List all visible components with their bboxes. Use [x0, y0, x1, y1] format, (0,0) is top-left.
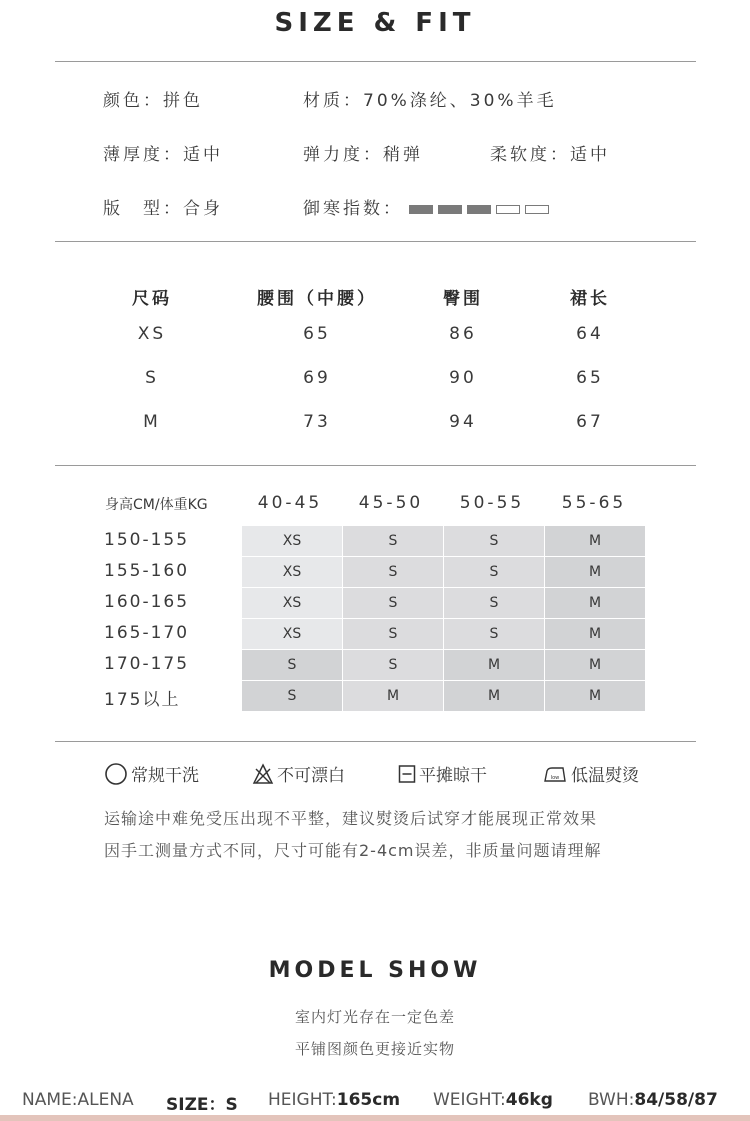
model-weight-value: 46kg [505, 1090, 553, 1110]
recommendation-cell: S [343, 526, 443, 556]
care-bleach-label: 不可漂白 [277, 766, 345, 786]
attr-color-value: 拼色 [163, 91, 203, 111]
size-table-size-cell: XS [137, 324, 167, 344]
recommendation-weight-header: 40-45 [257, 493, 323, 513]
size-table-cell: 86 [449, 324, 477, 344]
warmth-box [496, 205, 520, 214]
model-bwh-label: BWH: [588, 1090, 635, 1110]
recommendation-cell: S [444, 557, 544, 587]
recommendation-cell: XS [242, 526, 342, 556]
size-table-cell: 69 [303, 368, 331, 388]
recommendation-cell: S [343, 619, 443, 649]
size-table-header: 腰围（中腰） [257, 289, 377, 309]
attr-fit [103, 194, 223, 219]
care-wash [104, 761, 199, 786]
size-table-size-cell: M [143, 412, 161, 432]
size-table-cell: 64 [576, 324, 604, 344]
size-table-cell: 65 [576, 368, 604, 388]
iron-icon-text: low [550, 774, 560, 781]
warmth-box [409, 205, 433, 214]
low-iron-icon [542, 764, 568, 784]
attr-elasticity-label: 弹力度： [303, 145, 383, 165]
recommendation-grid [242, 526, 645, 711]
size-table-header: 裙长 [570, 289, 610, 309]
model-note-1: 室内灯光存在一定色差 [294, 1008, 455, 1026]
recommendation-weight-header: 50-55 [459, 493, 525, 513]
attr-warmth [303, 194, 549, 219]
model-name [22, 1090, 134, 1110]
note-line-1: 运输途中难免受压出现不平整，建议熨烫后试穿才能展现正常效果 [104, 809, 598, 828]
recommendation-cell: S [343, 588, 443, 618]
attr-softness-value: 适中 [570, 145, 610, 165]
dry-flat-icon [398, 764, 416, 784]
size-table-cell: 90 [449, 368, 477, 388]
attr-thickness-label: 薄厚度： [103, 145, 183, 165]
model-name-value: ALENA [77, 1090, 134, 1110]
model-height [268, 1090, 400, 1110]
recommendation-weight-header: 55-65 [561, 493, 627, 513]
attr-fit-label: 版 型： [103, 199, 183, 219]
care-dry [398, 761, 487, 786]
recommendation-cell: S [343, 557, 443, 587]
recommendation-cell: M [545, 681, 645, 711]
care-bleach [252, 761, 345, 786]
model-note-2: 平铺图颜色更接近实物 [294, 1040, 455, 1058]
size-table-cell: 73 [303, 412, 331, 432]
recommendation-cell: M [545, 526, 645, 556]
model-height-label: HEIGHT: [268, 1090, 337, 1110]
attr-softness-label: 柔软度： [490, 145, 570, 165]
model-bwh-value: 84/58/87 [634, 1090, 718, 1110]
attr-softness [490, 140, 610, 165]
recommendation-cell: S [242, 650, 342, 680]
recommendation-corner-label: 身高CM/体重KG [105, 497, 208, 513]
care-iron [542, 761, 639, 786]
recommendation-cell: XS [242, 619, 342, 649]
note-line-2: 因手工测量方式不同，尺寸可能有2-4cm误差，非质量问题请理解 [104, 841, 602, 860]
recommendation-height-label: 155-160 [104, 561, 190, 581]
attr-warmth-label: 御寒指数： [303, 199, 403, 219]
recommendation-cell: M [545, 650, 645, 680]
recommendation-height-label: 170-175 [104, 654, 190, 674]
care-wash-label: 常规干洗 [131, 766, 199, 786]
dry-clean-circle-icon [104, 762, 128, 786]
recommendation-cell: M [343, 681, 443, 711]
model-height-value: 165cm [336, 1090, 401, 1110]
divider-attributes [55, 241, 696, 242]
attr-material-value: 70%涤纶、30%羊毛 [363, 91, 557, 111]
attr-thickness [103, 140, 223, 165]
recommendation-cell: S [343, 650, 443, 680]
attr-material [303, 86, 557, 111]
recommendation-cell: S [444, 619, 544, 649]
care-dry-label: 平摊晾干 [419, 766, 487, 786]
model-size-label: SIZE： [166, 1095, 226, 1115]
model-show-title: MODEL SHOW [268, 958, 482, 983]
size-table-cell: 65 [303, 324, 331, 344]
size-table-header: 臀围 [443, 289, 483, 309]
size-table-size-cell: S [145, 368, 159, 388]
page-title: SIZE & FIT [274, 8, 476, 38]
model-size [166, 1090, 238, 1115]
recommendation-height-label: 165-170 [104, 623, 190, 643]
model-weight [433, 1090, 553, 1110]
warmth-box [438, 205, 462, 214]
model-size-value: S [225, 1095, 238, 1115]
warmth-meter [409, 205, 549, 214]
recommendation-cell: M [444, 681, 544, 711]
attr-material-label: 材质： [303, 91, 363, 111]
recommendation-cell: S [242, 681, 342, 711]
recommendation-height-label: 175以上 [104, 690, 181, 710]
recommendation-height-label: 150-155 [104, 530, 190, 550]
attr-color [103, 86, 203, 111]
size-table-cell: 67 [576, 412, 604, 432]
attr-thickness-value: 适中 [183, 145, 223, 165]
attr-color-label: 颜色： [103, 91, 163, 111]
recommendation-cell: S [444, 526, 544, 556]
recommendation-cell: XS [242, 588, 342, 618]
care-iron-label: 低温熨烫 [571, 766, 639, 786]
recommendation-cell: M [545, 588, 645, 618]
recommendation-weight-header: 45-50 [358, 493, 424, 513]
attr-elasticity [303, 140, 423, 165]
recommendation-height-label: 160-165 [104, 592, 190, 612]
recommendation-cell: M [545, 619, 645, 649]
attr-elasticity-value: 稍弹 [383, 145, 423, 165]
recommendation-cell: S [444, 588, 544, 618]
size-table-header: 尺码 [132, 289, 172, 309]
model-weight-label: WEIGHT: [433, 1090, 506, 1110]
divider-recommendation [55, 741, 696, 742]
divider-size-table [55, 465, 696, 466]
attr-fit-value: 合身 [183, 199, 223, 219]
recommendation-cell: M [545, 557, 645, 587]
recommendation-cell: XS [242, 557, 342, 587]
model-bwh [588, 1090, 718, 1110]
no-bleach-icon [252, 763, 274, 785]
warmth-box [467, 205, 491, 214]
model-name-label: NAME: [22, 1090, 78, 1110]
size-table-cell: 94 [449, 412, 477, 432]
recommendation-cell: M [444, 650, 544, 680]
divider-top [55, 61, 696, 62]
warmth-box [525, 205, 549, 214]
bottom-accent-bar [0, 1115, 750, 1121]
